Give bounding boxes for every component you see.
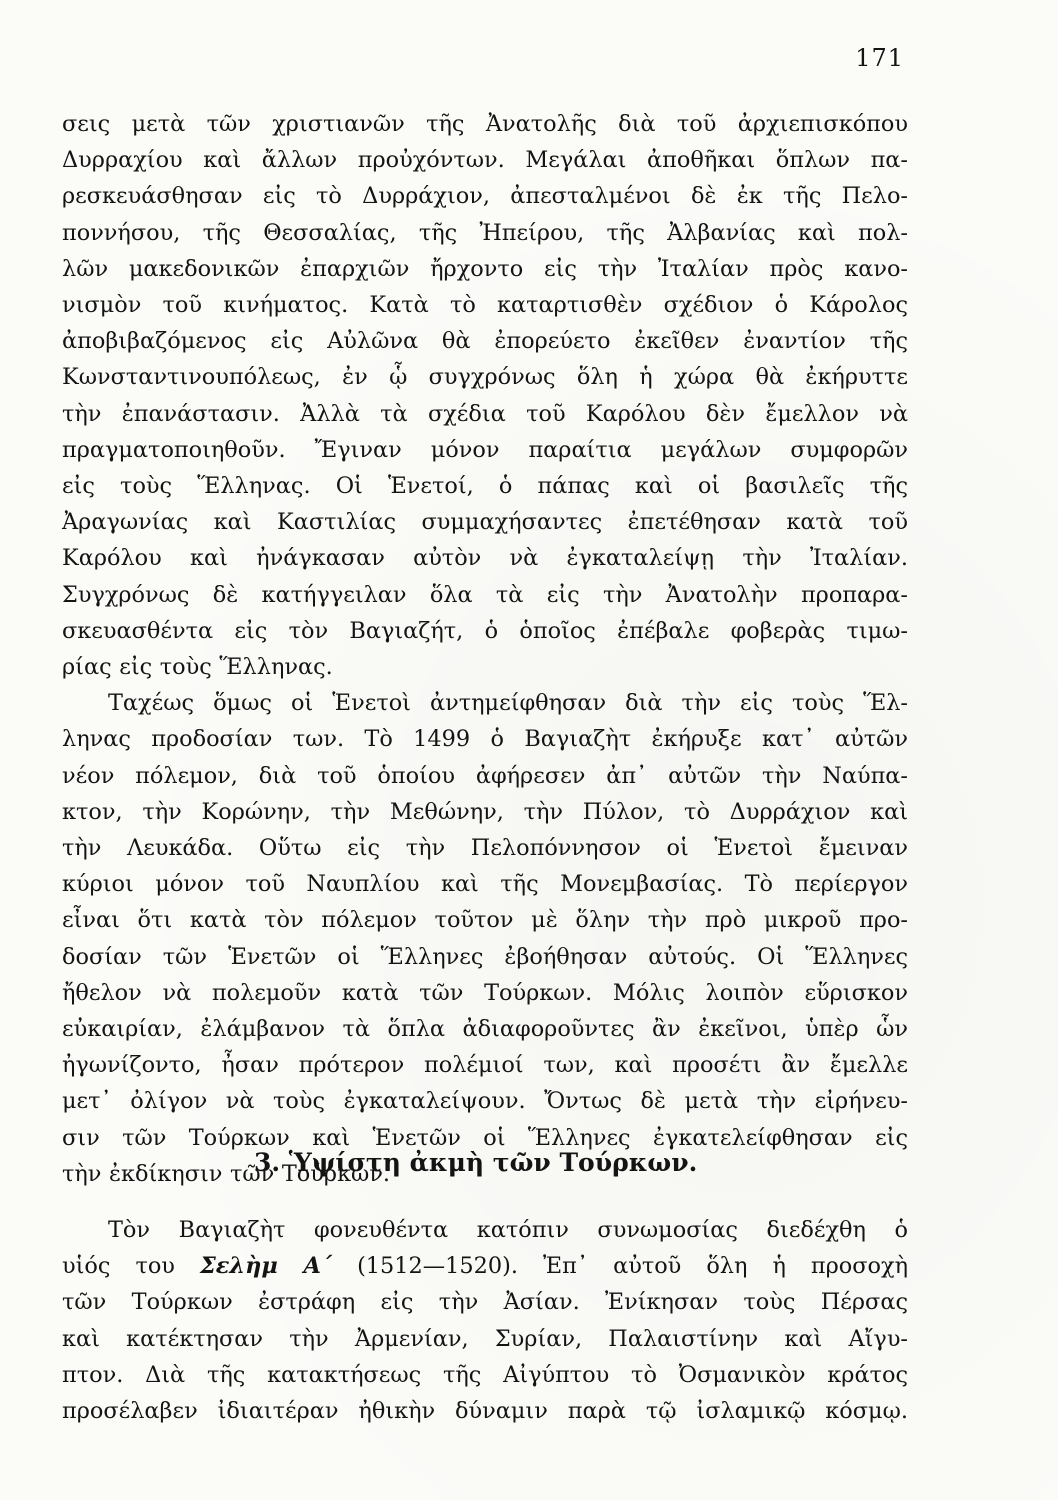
text-line	[62, 1248, 908, 1284]
text-line: τὴν Λευκάδα. Οὕτω εἰς τὴν Πελοπόννησον οἱ Ἑνετοὶ ἔμειναν	[62, 835, 908, 862]
text-line: πραγματοποιηθοῦν. Ἔγιναν μόνον παραίτια μεγάλων συμφορῶν	[62, 436, 908, 463]
text-line: προσέλαβεν ἰδιαιτέραν ἠθικὴν δύναμιν παρὰ τῷ ἰσλαμικῷ κόσμῳ.	[62, 1398, 908, 1425]
text-line: κτον, τὴν Κορώνην, τὴν Μεθώνην, τὴν Πύλον, τὸ Δυρράχιον καὶ	[62, 798, 908, 825]
text-line: ἤθελον νὰ πολεμοῦν κατὰ τῶν Τούρκων. Μόλις λοιπὸν εὕρισκον	[62, 979, 908, 1006]
text-line: ποννήσου, τῆς Θεσσαλίας, τῆς Ἠπείρου, τῆς Ἀλβανίας καὶ πολ-	[62, 219, 908, 246]
text-span: (1512—1520). Ἐπ᾿ αὐτοῦ ὅλη ἡ προσοχὴ	[332, 1253, 908, 1280]
paragraph-2	[62, 685, 908, 1192]
text-line: μετ᾿ ὀλίγον νὰ τοὺς ἐγκαταλείψουν. Ὄντως δὲ μετὰ τὴν εἰρήνευ-	[62, 1088, 908, 1115]
text-line: εὐκαιρίαν, ἐλάμβανον τὰ ὅπλα ἀδιαφοροῦντες ἂν ἐκεῖνοι, ὑπὲρ ὧν	[62, 1016, 908, 1043]
text-line: τὴν ἐπανάστασιν. Ἀλλὰ τὰ σχέδια τοῦ Καρόλου δὲν ἔμελλον νὰ	[62, 400, 908, 427]
text-line: νισμὸν τοῦ κινήματος. Κατὰ τὸ καταρτισθὲν σχέδιον ὁ Κάρολος	[62, 292, 908, 319]
text-line: εἰς τοὺς Ἕλληνας. Οἱ Ἑνετοί, ὁ πάπας καὶ οἱ βασιλεῖς τῆς	[62, 473, 908, 500]
text-line: εἶναι ὅτι κατὰ τὸν πόλεμον τοῦτον μὲ ὅλην τὴν πρὸ μικροῦ προ-	[62, 907, 908, 934]
text-span: υἱός του	[62, 1253, 200, 1280]
text-line: τῶν Τούρκων ἐστράφη εἰς τὴν Ἀσίαν. Ἐνίκησαν τοὺς Πέρσας	[62, 1289, 908, 1316]
text-line: Κωνσταντινουπόλεως, ἐν ᾧ συγχρόνως ὅλη ἡ χώρα θὰ ἐκήρυττε	[62, 364, 908, 391]
text-line: Ταχέως ὅμως οἱ Ἑνετοὶ ἀντημείφθησαν διὰ τὴν εἰς τοὺς Ἕλ-	[108, 690, 908, 717]
text-line: Δυρραχίου καὶ ἄλλων προὐχόντων. Μεγάλαι ἀποθῆκαι ὅπλων πα-	[62, 147, 908, 174]
paragraph-1	[62, 106, 908, 685]
text-line: ἀποβιβαζόμενος εἰς Αὐλῶνα θὰ ἐπορεύετο ἐκεῖθεν ἐναντίον τῆς	[62, 328, 908, 355]
text-line: ἠγωνίζοντο, ἦσαν πρότερον πολέμιοί των, καὶ προσέτι ἂν ἔμελλε	[62, 1052, 908, 1079]
ruler-name: Σελὴμ Α΄	[199, 1253, 333, 1280]
body-text	[62, 106, 908, 1192]
text-line: δοσίαν τῶν Ἑνετῶν οἱ Ἕλληνες ἐβοήθησαν αὐτούς. Οἱ Ἕλληνες	[62, 943, 908, 970]
text-line: πτον. Διὰ τῆς κατακτήσεως τῆς Αἰγύπτου τὸ Ὀσμανικὸν κράτος	[62, 1361, 908, 1388]
text-line: σεις μετὰ τῶν χριστιανῶν τῆς Ἀνατολῆς διὰ τοῦ ἀρχιεπισκόπου	[62, 111, 908, 137]
text-line: ρεσκευάσθησαν εἰς τὸ Δυρράχιον, ἀπεσταλμένοι δὲ ἐκ τῆς Πελο-	[62, 183, 908, 210]
section-heading-text: 3. Ὑψίστη ἀκμὴ τῶν Τούρκων.	[254, 1148, 698, 1177]
text-line: Ἀραγωνίας καὶ Καστιλίας συμμαχήσαντες ἐπετέθησαν κατὰ τοῦ	[62, 509, 908, 536]
text-line: Καρόλου καὶ ἠνάγκασαν αὐτὸν νὰ ἐγκαταλείψῃ τὴν Ἰταλίαν.	[62, 545, 908, 572]
text-line: καὶ κατέκτησαν τὴν Ἀρμενίαν, Συρίαν, Παλαιστίνην καὶ Αἴγυ-	[62, 1325, 908, 1352]
text-line: νέον πόλεμον, διὰ τοῦ ὁποίου ἀφήρεσεν ἀπ᾿ αὐτῶν τὴν Ναύπα-	[62, 762, 908, 789]
paragraph-3	[62, 1212, 908, 1429]
text-line: κύριοι μόνον τοῦ Ναυπλίου καὶ τῆς Μονεμβασίας. Τὸ περίεργον	[62, 871, 908, 898]
text-line: σιν τῶν Τούρκων καὶ Ἑνετῶν οἱ Ἕλληνες ἐγκατελείφθησαν εἰς	[62, 1124, 908, 1151]
text-line: Τὸν Βαγιαζὴτ φονευθέντα κατόπιν συνωμοσίας διεδέχθη ὁ	[108, 1217, 908, 1243]
text-line: ρίας εἰς τοὺς Ἕλληνας.	[62, 654, 333, 681]
paragraph-3-block	[62, 1212, 908, 1429]
text-line: ληνας προδοσίαν των. Τὸ 1499 ὁ Βαγιαζὴτ ἐκήρυξε κατ᾿ αὐτῶν	[62, 726, 908, 753]
text-line: τὴν ἐκδίκησιν τῶν Τούρκων.	[62, 1160, 391, 1187]
page-number: 171	[855, 44, 904, 72]
text-line: σκευασθέντα εἰς τὸν Βαγιαζήτ, ὁ ὁποῖος ἐπέβαλε φοβερὰς τιμω-	[62, 617, 908, 644]
text-line: λῶν μακεδονικῶν ἐπαρχιῶν ἤρχοντο εἰς τὴν Ἰταλίαν πρὸς κανο-	[62, 255, 908, 282]
text-line: Συγχρόνως δὲ κατήγγειλαν ὅλα τὰ εἰς τὴν Ἀνατολὴν προπαρα-	[62, 581, 908, 608]
